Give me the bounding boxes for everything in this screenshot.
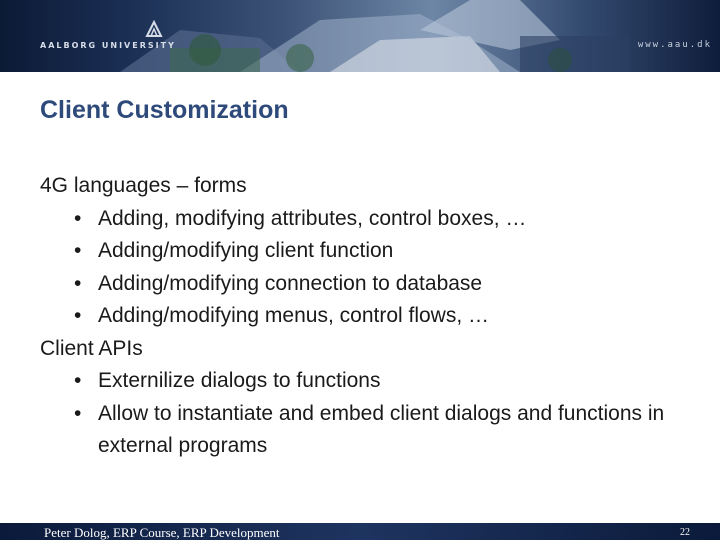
slide-content — [40, 170, 680, 463]
bullet-dot-icon: • — [74, 206, 82, 230]
bullet-item — [74, 300, 680, 333]
bullet-text: Adding/modifying connection to database — [98, 271, 483, 295]
apis-bullet-list — [40, 365, 680, 463]
campus-building-photo — [0, 0, 720, 72]
university-url: www.aau.dk — [637, 40, 712, 50]
bullet-dot-icon: • — [74, 401, 82, 425]
footer-text: Peter Dolog, ERP Course, ERP Development — [44, 525, 280, 540]
bullet-text: Adding/modifying menus, control flows, … — [98, 304, 490, 327]
page-number: 22 — [680, 527, 690, 538]
bullet-dot-icon: • — [74, 271, 82, 295]
topic-client-apis: Client APIs — [40, 336, 143, 360]
bullet-item — [74, 203, 680, 236]
bullet-dot-icon: • — [74, 239, 82, 262]
bullet-item — [74, 235, 680, 268]
bullet-text: Externilize dialogs to functions — [98, 369, 381, 392]
bullet-dot-icon: • — [74, 304, 82, 327]
bullet-item — [74, 365, 680, 398]
header-banner — [0, 0, 720, 72]
bullet-item — [74, 268, 680, 301]
bullet-item — [74, 398, 680, 463]
university-logo-icon — [144, 20, 164, 38]
bullet-dot-icon: • — [74, 369, 82, 392]
university-logo-text: AALBORG UNIVERSITY — [40, 41, 176, 50]
slide-title: Client Customization — [40, 96, 289, 124]
bullet-text: Adding/modifying client function — [98, 239, 394, 262]
topic-forms: 4G languages – forms — [40, 174, 247, 197]
bullet-text: Adding, modifying attributes, control boxes, … — [98, 206, 527, 230]
bullet-text: Allow to instantiate and embed client dialogs and functions in external programs — [98, 401, 665, 457]
forms-bullet-list — [40, 203, 680, 333]
footer-bar — [0, 523, 720, 540]
